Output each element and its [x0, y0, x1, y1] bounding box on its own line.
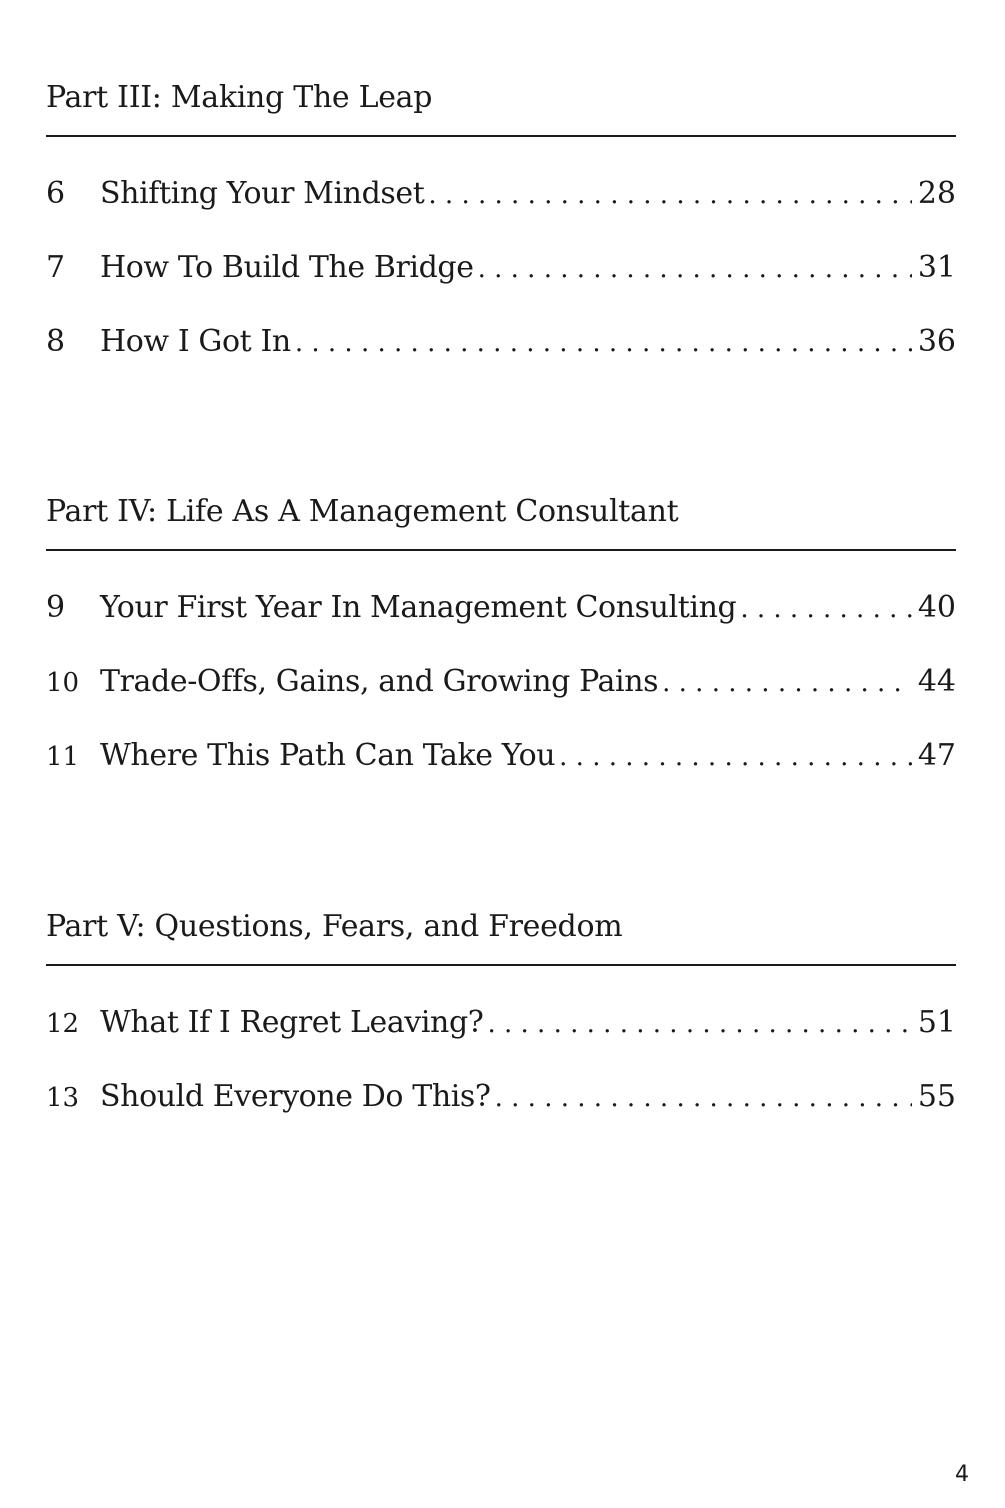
toc-entry[interactable] — [46, 1060, 956, 1134]
toc-entry[interactable] — [46, 571, 956, 645]
dot-leader — [428, 158, 911, 232]
dot-leader — [487, 987, 911, 1061]
chapter-page-number: 40 — [917, 590, 956, 625]
toc-part-3 — [46, 78, 956, 379]
part-title: Part IV: Life As A Management Consultant — [46, 494, 679, 529]
chapter-number: 13 — [46, 1083, 80, 1113]
chapter-title: Trade-Offs, Gains, and Growing Pains — [100, 664, 659, 699]
chapter-title: What If I Regret Leaving? — [100, 1005, 484, 1040]
toc-entry[interactable] — [46, 719, 956, 793]
chapter-title: How To Build The Bridge — [100, 250, 474, 285]
dot-leader — [478, 232, 912, 306]
chapter-page-number: 36 — [917, 324, 956, 359]
chapter-page-number: 31 — [917, 250, 956, 285]
toc-entry-list — [46, 157, 956, 379]
chapter-title: How I Got In — [100, 324, 291, 359]
toc-entry[interactable] — [46, 645, 956, 719]
chapter-page-number: 44 — [917, 664, 956, 699]
chapter-page-number: 47 — [917, 738, 956, 773]
dot-leader — [559, 720, 912, 794]
toc-entry-list — [46, 571, 956, 793]
page-number: 4 — [955, 1462, 969, 1487]
toc-part-5 — [46, 907, 956, 1134]
dot-leader — [740, 572, 911, 646]
part-title: Part III: Making The Leap — [46, 80, 433, 115]
chapter-number: 12 — [46, 1009, 80, 1039]
toc-entry-list — [46, 986, 956, 1134]
chapter-number: 7 — [46, 250, 66, 285]
chapter-number: 11 — [46, 742, 80, 772]
chapter-title: Shifting Your Mindset — [100, 176, 425, 211]
chapter-page-number: 55 — [917, 1079, 956, 1114]
dot-leader — [295, 306, 912, 380]
dot-leader — [495, 1061, 912, 1135]
toc-entry[interactable] — [46, 305, 956, 379]
toc-entry[interactable] — [46, 157, 956, 231]
chapter-number: 9 — [46, 590, 66, 625]
dot-leader — [662, 646, 912, 720]
chapter-number: 8 — [46, 324, 66, 359]
toc-part-4 — [46, 492, 956, 793]
toc-entry[interactable] — [46, 986, 956, 1060]
chapter-page-number: 28 — [917, 176, 956, 211]
chapter-title: Where This Path Can Take You — [100, 738, 556, 773]
chapter-number: 10 — [46, 668, 80, 698]
part-divider — [46, 135, 956, 137]
chapter-title: Should Everyone Do This? — [100, 1079, 491, 1114]
chapter-page-number: 51 — [917, 1005, 956, 1040]
chapter-number: 6 — [46, 176, 66, 211]
part-title: Part V: Questions, Fears, and Freedom — [46, 909, 623, 944]
toc-entry[interactable] — [46, 231, 956, 305]
part-divider — [46, 964, 956, 966]
part-divider — [46, 549, 956, 551]
chapter-title: Your First Year In Management Consulting — [100, 590, 737, 625]
